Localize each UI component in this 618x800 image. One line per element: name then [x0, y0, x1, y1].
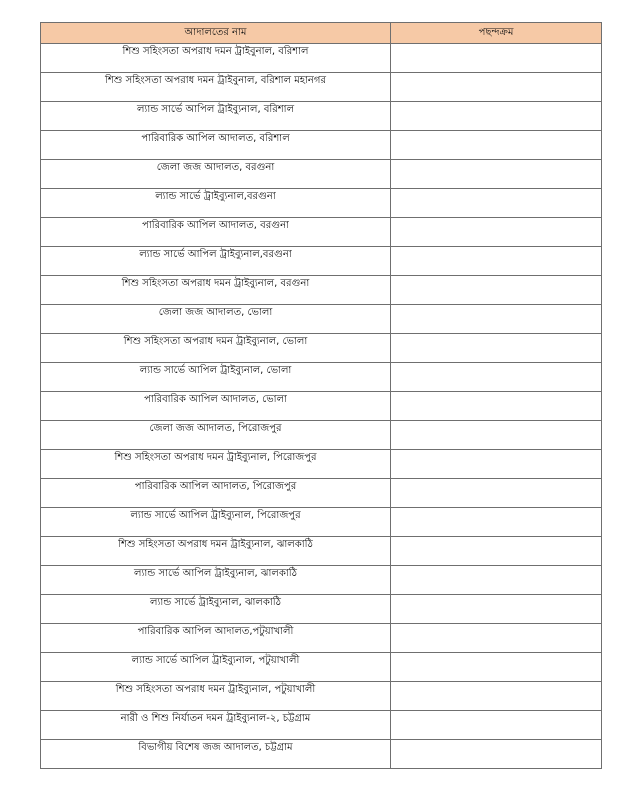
- court-name-cell: [41, 247, 391, 276]
- court-name-cell: [41, 682, 391, 711]
- preference-cell[interactable]: [391, 653, 602, 682]
- preference-cell[interactable]: [391, 305, 602, 334]
- header-preference-order: পছন্দক্রম: [391, 23, 602, 44]
- court-name-cell: [41, 131, 391, 160]
- preference-cell[interactable]: [391, 711, 602, 740]
- preference-cell[interactable]: [391, 189, 602, 218]
- court-name-cell: [41, 44, 391, 73]
- court-name: নারী ও শিশু নির্যাতন দমন ট্রাইব্যুনাল-২, চট্টগ্রাম: [120, 713, 311, 724]
- table-body: [41, 44, 602, 769]
- preference-cell[interactable]: [391, 131, 602, 160]
- table-row: [41, 276, 602, 305]
- court-name: পারিবারিক আপিল আদালত, ভোলা: [144, 394, 287, 405]
- court-name-cell: [41, 740, 391, 769]
- preference-cell[interactable]: [391, 102, 602, 131]
- preference-cell[interactable]: [391, 363, 602, 392]
- court-name-cell: [41, 160, 391, 189]
- preference-cell[interactable]: [391, 508, 602, 537]
- court-name: পারিবারিক আপিল আদালত, বরিশাল: [141, 133, 290, 144]
- court-name-cell: [41, 508, 391, 537]
- preference-cell[interactable]: [391, 44, 602, 73]
- court-name: শিশু সহিংসতা অপরাধ দমন ট্রাইব্যুনাল, পটুয়াখালী: [115, 684, 316, 695]
- court-preference-sheet: [40, 22, 601, 769]
- table-row: [41, 247, 602, 276]
- table-row: [41, 334, 602, 363]
- court-name-cell: [41, 276, 391, 305]
- court-name: ল্যান্ড সার্ভে আপিল ট্রাইব্যুনাল, পিরোজপুর: [130, 510, 301, 521]
- court-name: ল্যান্ড সার্ভে আপিল ট্রাইব্যুনাল, ঝালকাঠি: [134, 568, 297, 579]
- court-name-cell: [41, 218, 391, 247]
- header-row: [41, 23, 602, 44]
- preference-cell[interactable]: [391, 73, 602, 102]
- court-name: পারিবারিক আপিল আদালত, পিরোজপুর: [134, 481, 297, 492]
- court-name-cell: [41, 305, 391, 334]
- preference-cell[interactable]: [391, 160, 602, 189]
- court-name-cell: [41, 392, 391, 421]
- table-header: [41, 23, 602, 44]
- court-name: শিশু সহিংসতা অপরাধ দমন ট্রাইব্যুনাল, পিরোজপুর: [114, 452, 317, 463]
- table-row: [41, 740, 602, 769]
- preference-cell[interactable]: [391, 682, 602, 711]
- court-name: শিশু সহিংসতা অপরাধ দমন ট্রাইবুনাল, বরিশাল মহানগর: [105, 75, 326, 86]
- table-row: [41, 479, 602, 508]
- table-row: [41, 421, 602, 450]
- table-row: [41, 392, 602, 421]
- table-row: [41, 682, 602, 711]
- table-row: [41, 160, 602, 189]
- court-name-cell: [41, 479, 391, 508]
- preference-cell[interactable]: [391, 218, 602, 247]
- preference-cell[interactable]: [391, 276, 602, 305]
- court-name-cell: [41, 334, 391, 363]
- court-name: ল্যান্ড সার্ভে আপিল ট্রাইব্যুনাল,বরগুনা: [139, 249, 292, 260]
- table-row: [41, 218, 602, 247]
- table-row: [41, 44, 602, 73]
- table-row: [41, 566, 602, 595]
- court-preference-table: [40, 22, 602, 769]
- preference-cell[interactable]: [391, 247, 602, 276]
- table-row: [41, 537, 602, 566]
- table-row: [41, 363, 602, 392]
- preference-cell[interactable]: [391, 421, 602, 450]
- court-name-cell: [41, 566, 391, 595]
- preference-cell[interactable]: [391, 595, 602, 624]
- court-name-cell: [41, 595, 391, 624]
- court-name-cell: [41, 73, 391, 102]
- table-row: [41, 508, 602, 537]
- table-row: [41, 595, 602, 624]
- preference-cell[interactable]: [391, 479, 602, 508]
- court-name: ল্যান্ড সার্ভে আপিল ট্রাইব্যুনাল, পটুয়াখালী: [131, 655, 300, 666]
- table-row: [41, 653, 602, 682]
- table-row: [41, 189, 602, 218]
- court-name: শিশু সহিংসতা অপরাধ দমন ট্রাইব্যুনাল, বরগুনা: [121, 278, 310, 289]
- table-row: [41, 73, 602, 102]
- preference-cell[interactable]: [391, 624, 602, 653]
- court-name: পারিবারিক আপিল আদালত,পটুয়াখালী: [137, 626, 294, 637]
- court-name-cell: [41, 421, 391, 450]
- table-row: [41, 102, 602, 131]
- court-name-cell: [41, 653, 391, 682]
- preference-cell[interactable]: [391, 450, 602, 479]
- table-row: [41, 711, 602, 740]
- preference-cell[interactable]: [391, 537, 602, 566]
- table-row: [41, 450, 602, 479]
- court-name: শিশু সহিংসতা অপরাধ দমন ট্রাইব্যুনাল, ঝালকাঠি: [118, 539, 313, 550]
- court-name-cell: [41, 363, 391, 392]
- court-name-cell: [41, 711, 391, 740]
- court-name: ল্যান্ড সার্ভে আপিল ট্রাইব্যুনাল, ভোলা: [139, 365, 292, 376]
- table-row: [41, 131, 602, 160]
- preference-cell[interactable]: [391, 392, 602, 421]
- court-name: বিভাগীয় বিশেষ জজ আদালত, চট্টগ্রাম: [138, 742, 293, 753]
- court-name-cell: [41, 537, 391, 566]
- court-name: শিশু সহিংসতা অপরাধ দমন ট্রাইব্যুনাল, ভোলা: [123, 336, 308, 347]
- court-name: শিশু সহিংসতা অপরাধ দমন ট্রাইবুনাল, বরিশাল: [122, 46, 309, 57]
- court-name: জেলা জজ আদালত, বরগুনা: [156, 162, 275, 173]
- court-name-cell: [41, 102, 391, 131]
- court-name-cell: [41, 450, 391, 479]
- preference-cell[interactable]: [391, 334, 602, 363]
- court-name: জেলা জজ আদালত, পিরোজপুর: [149, 423, 282, 434]
- court-name: ল্যান্ড সার্ভে ট্রাইব্যুনাল,বরগুনা: [155, 191, 276, 202]
- preference-cell[interactable]: [391, 566, 602, 595]
- court-name: ল্যান্ড সার্ভে আপিল ট্রাইব্যুনাল, বরিশাল: [136, 104, 295, 115]
- court-name: ল্যান্ড সার্ভে ট্রাইব্যুনাল, ঝালকাঠি: [150, 597, 281, 608]
- court-name-cell: [41, 189, 391, 218]
- court-name-cell: [41, 624, 391, 653]
- court-name: জেলা জজ আদালত, ভোলা: [158, 307, 273, 318]
- table-row: [41, 305, 602, 334]
- court-name: পারিবারিক আপিল আদালত, বরগুনা: [142, 220, 289, 231]
- header-court-name: আদালতের নাম: [41, 23, 391, 44]
- preference-cell[interactable]: [391, 740, 602, 769]
- table-row: [41, 624, 602, 653]
